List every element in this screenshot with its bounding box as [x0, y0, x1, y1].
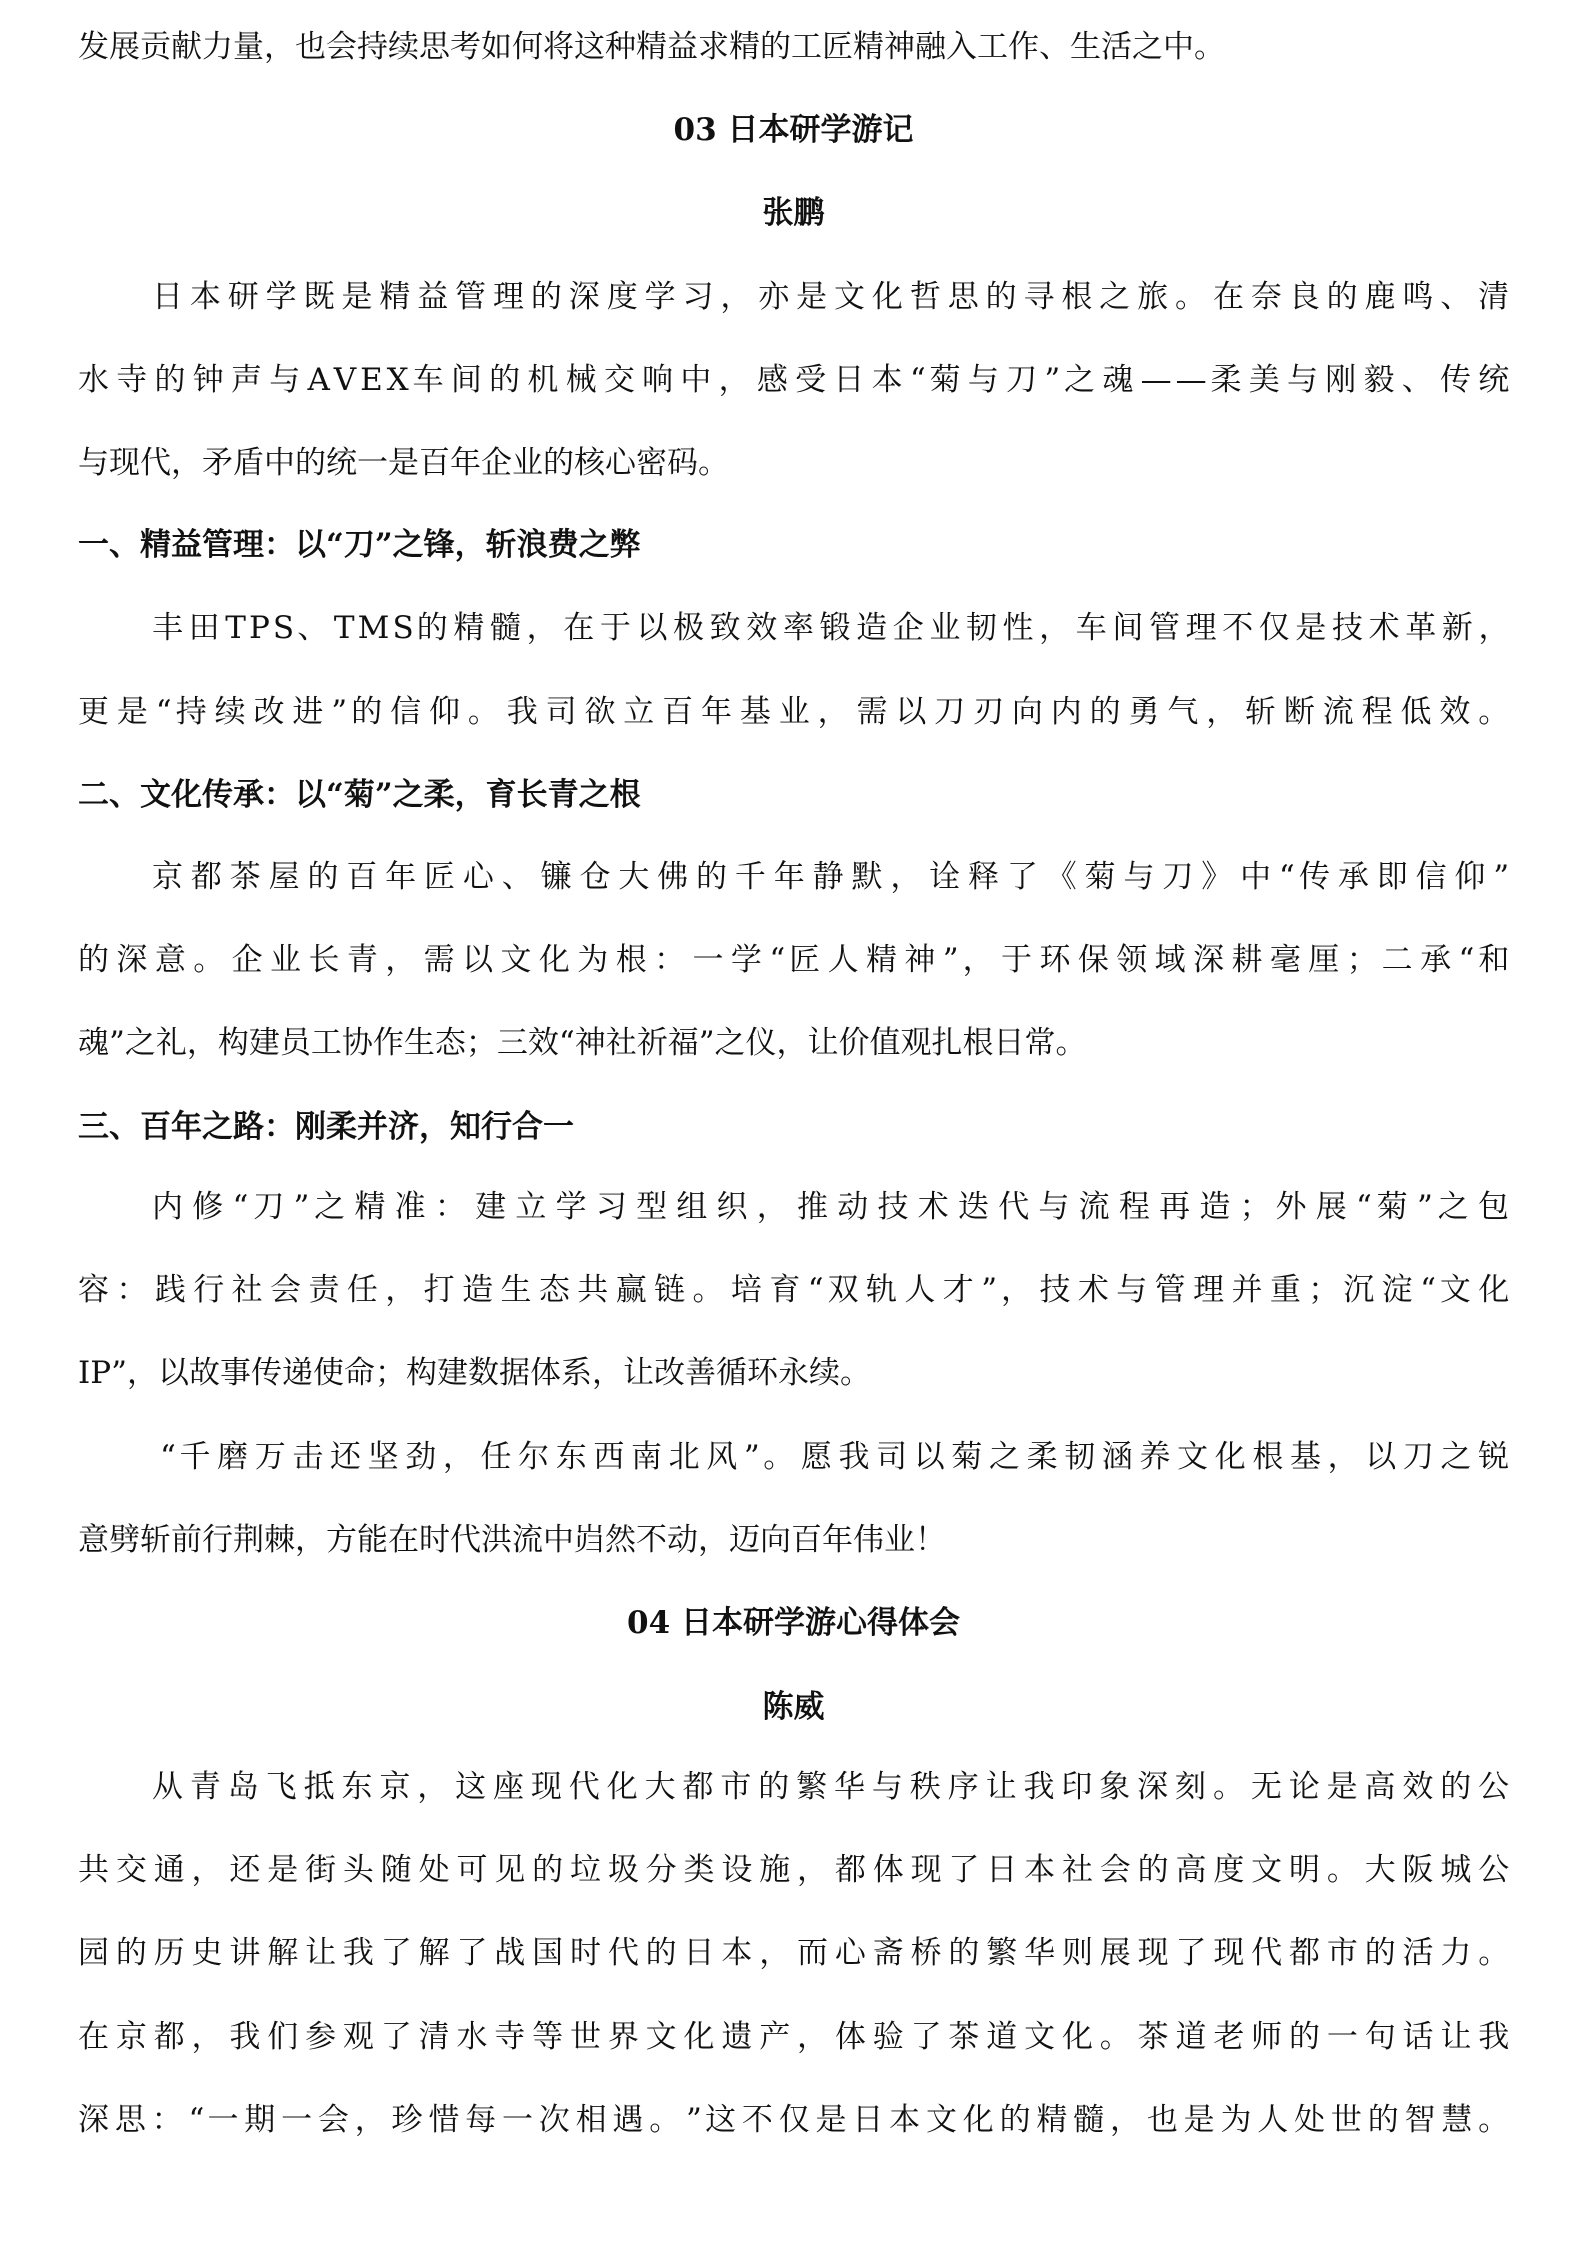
article-title: 03 日本研学游记: [673, 112, 914, 148]
paragraph-line: 日 本 研 学 既 是 精 益 管 理 的 深 度 学 习 ， 亦 是 文 化 哲 思 的 寻 根 之 旅 。 在 奈 良 的 鹿 鸣 、 清: [152, 279, 1510, 315]
paragraph-line: 共 交 通 ， 还 是 街 头 随 处 可 见 的 垃 圾 分 类 设 施 ， 都 体 现 了 日 本 社 会 的 高 度 文 明 。 大 阪 城 公: [78, 1852, 1510, 1888]
paragraph-line: “ 千 磨 万 击 还 坚 劲 ， 任 尔 东 西 南 北 风 ” 。 愿 我 司 以 菊 之 柔 韧 涵 养 文 化 根 基 ， 以 刀 之 锐: [160, 1439, 1510, 1475]
paragraph-line: 内 修 “ 刀 ” 之 精 准 ： 建 立 学 习 型 组 织 ， 推 动 技 术 迭 代 与 流 程 再 造 ； 外 展 “ 菊 ” 之 包: [152, 1189, 1509, 1225]
article-author: 陈威: [762, 1689, 825, 1725]
paragraph-line: 水 寺 的 钟 声 与 A V E X 车 间 的 机 械 交 响 中 ， 感 受 日 本 “ 菊 与 刀 ” 之 魂 — — 柔 美 与 刚 毅 、 传 统: [78, 362, 1510, 398]
section-heading: 一、精益管理：以“刀”之锋，斩浪费之弊: [78, 527, 641, 563]
paragraph-line: IP”，以故事传递使命；构建数据体系，让改善循环永续。: [78, 1355, 871, 1391]
section-heading: 二、文化传承：以“菊”之柔，育长青之根: [78, 777, 641, 813]
paragraph-line: 发展贡献力量，也会持续思考如何将这种精益求精的工匠精神融入工作、生活之中。: [78, 29, 1225, 65]
paragraph-line: 丰 田 T P S 、 T M S 的 精 髓 ， 在 于 以 极 致 效 率 锻 造 企 业 韧 性 ， 车 间 管 理 不 仅 是 技 术 革 新 ，: [152, 610, 1510, 646]
paragraph-line: 更 是 “ 持 续 改 进 ” 的 信 仰 。 我 司 欲 立 百 年 基 业 ， 需 以 刀 刃 向 内 的 勇 气 ， 斩 断 流 程 低 效 。: [78, 694, 1510, 730]
paragraph-line: 在 京 都 ， 我 们 参 观 了 清 水 寺 等 世 界 文 化 遗 产 ， 体 验 了 茶 道 文 化 。 茶 道 老 师 的 一 句 话 让 我: [78, 2019, 1510, 2055]
paragraph-line: 的 深 意 。 企 业 长 青 ， 需 以 文 化 为 根 ： 一 学 “ 匠 人 精 神 ” ， 于 环 保 领 域 深 耕 毫 厘 ； 二 承 “ 和: [78, 942, 1510, 978]
section-heading: 三、百年之路：刚柔并济，知行合一: [78, 1109, 574, 1145]
paragraph-line: 京 都 茶 屋 的 百 年 匠 心 、 镰 仓 大 佛 的 千 年 静 默 ， 诠 释 了 《 菊 与 刀 》 中 “ 传 承 即 信 仰 ”: [152, 859, 1510, 895]
paragraph-line: 深 思 ： “ 一 期 一 会 ， 珍 惜 每 一 次 相 遇 。 ” 这 不 仅 是 日 本 文 化 的 精 髓 ， 也 是 为 人 处 世 的 智 慧 。: [78, 2102, 1510, 2138]
article-title: 04 日本研学游心得体会: [627, 1605, 960, 1641]
paragraph-line: 魂”之礼，构建员工协作生态；三效“神社祈福”之仪，让价值观扎根日常。: [78, 1025, 1087, 1061]
paragraph-line: 容 ： 践 行 社 会 责 任 ， 打 造 生 态 共 赢 链 。 培 育 “ 双 轨 人 才 ” ， 技 术 与 管 理 并 重 ； 沉 淀 “ 文 化: [78, 1272, 1510, 1308]
paragraph-line: 从 青 岛 飞 抵 东 京 ， 这 座 现 代 化 大 都 市 的 繁 华 与 秩 序 让 我 印 象 深 刻 。 无 论 是 高 效 的 公: [152, 1769, 1510, 1805]
paragraph-line: 与现代，矛盾中的统一是百年企业的核心密码。: [78, 445, 729, 481]
paragraph-line: 意劈斩前行荆棘，方能在时代洪流中岿然不动，迈向百年伟业！: [78, 1522, 946, 1558]
paragraph-line: 园 的 历 史 讲 解 让 我 了 解 了 战 国 时 代 的 日 本 ， 而 心 斋 桥 的 繁 华 则 展 现 了 现 代 都 市 的 活 力 。: [78, 1935, 1510, 1971]
article-author: 张鹏: [762, 195, 825, 231]
